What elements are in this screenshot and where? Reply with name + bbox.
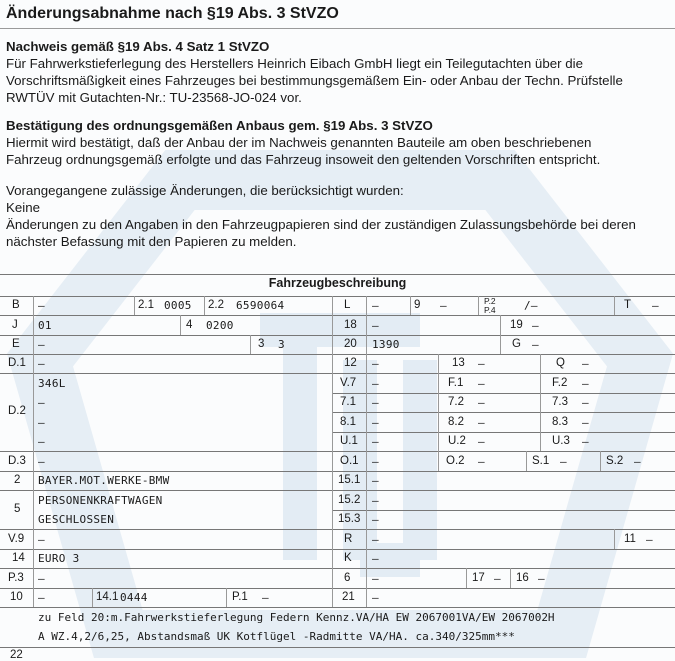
form-col-rule bbox=[226, 588, 227, 607]
form-col-rule bbox=[478, 296, 479, 315]
vehicle-description-title: Fahrzeugbeschreibung bbox=[268, 276, 407, 290]
prior-changes-label: Vorangegangene zulässige Änderungen, die berücksichtigt wurden: bbox=[6, 183, 404, 198]
field-F1-value: – bbox=[478, 377, 485, 390]
field-17-label: 17 bbox=[472, 572, 485, 584]
field-21-value: – bbox=[372, 591, 379, 604]
field-Q-label: Q bbox=[556, 357, 565, 369]
field-3-label: 3 bbox=[258, 338, 265, 350]
form-col-rule bbox=[180, 315, 181, 335]
field-T-value: – bbox=[652, 299, 659, 312]
field-11-value: – bbox=[646, 533, 653, 546]
field-18-value: – bbox=[372, 319, 379, 332]
field-J-label: J bbox=[12, 319, 18, 331]
form-col-rule bbox=[438, 354, 439, 471]
field-7-1-value: – bbox=[372, 396, 379, 409]
form-col-rule bbox=[134, 296, 135, 315]
field-L-value: – bbox=[372, 299, 379, 312]
field-19-label: 19 bbox=[510, 319, 523, 331]
field-R-value: – bbox=[372, 533, 379, 546]
field-D2-value: – bbox=[38, 396, 45, 409]
form-rule bbox=[332, 432, 675, 433]
field-K-label: K bbox=[344, 552, 352, 564]
form-col-rule bbox=[500, 335, 501, 354]
field-D1-value: – bbox=[38, 357, 45, 370]
field-V9-label: V.9 bbox=[8, 533, 25, 545]
form-col-rule bbox=[410, 296, 411, 315]
form-col-rule bbox=[366, 296, 367, 607]
form-rule bbox=[332, 412, 675, 413]
field-D2-label: D.2 bbox=[8, 405, 26, 417]
field-8-3-label: 8.3 bbox=[552, 416, 568, 428]
field-7-2-value: – bbox=[478, 396, 485, 409]
field-P2-label: P.2 bbox=[484, 296, 496, 306]
field-P3-value: – bbox=[38, 572, 45, 585]
field-L-label: L bbox=[344, 299, 351, 311]
remarks-line: zu Feld 20:m.Fahrwerkstieferlegung Federn Kennz.VA/HA EW 2067001VA/EW 2067002H bbox=[38, 611, 555, 624]
field-12-label: 12 bbox=[344, 357, 357, 369]
field-18-label: 18 bbox=[344, 319, 357, 331]
proof-line: Vorschriftsmäßigkeit eines Fahrzeuges bei bestimmungsgemäßem Ein- oder Anbau der Techn. Prüfstelle bbox=[6, 73, 623, 88]
field-4-value: 0200 bbox=[206, 319, 234, 332]
field-U2-label: U.2 bbox=[448, 435, 466, 447]
field-13-value: – bbox=[478, 357, 485, 370]
prior-changes-value: Keine bbox=[6, 200, 41, 215]
field-14-1-value: 0444 bbox=[120, 591, 148, 604]
field-E-label: E bbox=[12, 338, 20, 350]
field-8-1-label: 8.1 bbox=[340, 416, 356, 428]
field-R-label: R bbox=[344, 533, 353, 545]
form-rule bbox=[0, 529, 675, 530]
proof-line: Für Fahrwerkstieferlegung des Herstellers Heinrich Eibach GmbH liegt ein Teilegutachten über die bbox=[6, 56, 583, 71]
field-20-label: 20 bbox=[344, 338, 357, 350]
field-V7-label: V.7 bbox=[340, 377, 357, 389]
field-T-label: T bbox=[624, 299, 632, 311]
field-16-value: – bbox=[538, 572, 545, 585]
field-10-value: – bbox=[38, 591, 45, 604]
form-rule bbox=[0, 647, 675, 648]
field-D3-label: D.3 bbox=[8, 455, 26, 467]
field-F2-value: – bbox=[582, 377, 589, 390]
field-D3-value: – bbox=[38, 455, 45, 468]
field-7-3-value: – bbox=[582, 396, 589, 409]
field-2-2-label: 2.2 bbox=[208, 299, 224, 311]
field-15-2-value: – bbox=[372, 494, 379, 507]
field-20-value: 1390 bbox=[372, 338, 400, 351]
field-14-1-label: 14.1 bbox=[96, 591, 119, 603]
field-O2-value: – bbox=[478, 455, 485, 468]
form-rule bbox=[0, 549, 675, 550]
field-O1-value: – bbox=[372, 455, 379, 468]
field-G-label: G bbox=[512, 338, 521, 350]
field-15-2-label: 15.2 bbox=[338, 494, 361, 506]
field-13-label: 13 bbox=[452, 357, 465, 369]
field-15-3-value: – bbox=[372, 513, 379, 526]
field-19-value: – bbox=[532, 319, 539, 332]
field-17-value: – bbox=[494, 572, 501, 585]
field-4-label: 4 bbox=[186, 319, 193, 331]
field-U3-value: – bbox=[582, 435, 589, 448]
confirm-section bbox=[6, 117, 636, 250]
form-col-rule bbox=[540, 354, 541, 451]
notice-line: Änderungen zu den Angaben in den Fahrzeugpapieren sind der zuständigen Zulassungsbehörde bei deren bbox=[6, 217, 636, 232]
field-2-1-label: 2.1 bbox=[138, 299, 154, 311]
field-5-label: 5 bbox=[14, 503, 21, 515]
form-col-rule bbox=[510, 568, 511, 588]
field-6-label: 6 bbox=[344, 572, 351, 584]
form-rule bbox=[0, 373, 675, 374]
field-5-value: GESCHLOSSEN bbox=[38, 513, 115, 526]
field-D2-value: – bbox=[38, 416, 45, 429]
field-14-value: EURO 3 bbox=[38, 552, 80, 565]
field-22-label: 22 bbox=[10, 649, 23, 661]
field-P4-label: P.4 bbox=[484, 305, 496, 315]
remarks-line: A WZ.4,2/6,25, Abstandsmaß UK Kotflügel -Radmitte VA/HA. ca.340/325mm*** bbox=[38, 630, 515, 643]
field-D1-label: D.1 bbox=[8, 357, 26, 369]
field-16-label: 16 bbox=[516, 572, 529, 584]
form-col-rule bbox=[33, 296, 34, 607]
confirm-title: Bestätigung des ordnungsgemäßen Anbaus gem. §19 Abs. 3 StVZO bbox=[6, 118, 433, 133]
form-col-rule bbox=[614, 529, 615, 549]
form-col-rule bbox=[204, 296, 205, 315]
form-rule bbox=[332, 393, 675, 394]
field-S1-label: S.1 bbox=[532, 455, 550, 467]
field-U3-label: U.3 bbox=[552, 435, 570, 447]
field-7-2-label: 7.2 bbox=[448, 396, 464, 408]
field-6-value: – bbox=[372, 572, 379, 585]
field-5-value: PERSONENKRAFTWAGEN bbox=[38, 494, 163, 507]
field-P-value: /– bbox=[524, 299, 538, 312]
field-S1-value: – bbox=[560, 455, 567, 468]
field-D2-value: 346L bbox=[38, 377, 66, 390]
field-U1-value: – bbox=[372, 435, 379, 448]
field-15-1-value: – bbox=[372, 474, 379, 487]
confirm-line: Fahrzeug ordnungsgemäß erfolgte und das Fahrzeug insoweit den geltenden Vorschriften entspricht. bbox=[6, 152, 601, 167]
field-P1-label: P.1 bbox=[232, 591, 248, 603]
field-14-label: 14 bbox=[12, 552, 25, 564]
field-11-label: 11 bbox=[624, 533, 636, 545]
form-col-rule bbox=[466, 568, 467, 588]
field-8-2-label: 8.2 bbox=[448, 416, 464, 428]
field-21-label: 21 bbox=[342, 591, 355, 603]
field-8-3-value: – bbox=[582, 416, 589, 429]
form-col-rule bbox=[614, 296, 615, 315]
field-2-1-value: 0005 bbox=[164, 299, 192, 312]
proof-section bbox=[6, 38, 623, 106]
field-B-value: – bbox=[38, 299, 45, 312]
notice-line: nächster Befassung mit den Papieren zu melden. bbox=[6, 234, 297, 249]
field-O2-label: O.2 bbox=[446, 455, 465, 467]
field-U1-label: U.1 bbox=[340, 435, 358, 447]
proof-title: Nachweis gemäß §19 Abs. 4 Satz 1 StVZO bbox=[6, 39, 270, 54]
field-P3-label: P.3 bbox=[8, 572, 24, 584]
form-rule bbox=[0, 335, 675, 336]
field-K-value: – bbox=[372, 552, 379, 565]
field-9-value: – bbox=[440, 299, 447, 312]
field-3-value: 3 bbox=[278, 338, 285, 351]
form-col-rule bbox=[500, 315, 501, 335]
form-rule bbox=[0, 588, 675, 589]
confirm-line: Hiermit wird bestätigt, daß der Anbau der im Nachweis genannten Bauteile am oben beschriebenen bbox=[6, 135, 592, 150]
field-2-label: 2 bbox=[14, 474, 21, 486]
field-15-1-label: 15.1 bbox=[338, 474, 361, 486]
form-rule bbox=[0, 471, 675, 472]
field-J-value: 01 bbox=[38, 319, 52, 332]
field-8-1-value: – bbox=[372, 416, 379, 429]
field-2-value: BAYER.MOT.WERKE-BMW bbox=[38, 474, 170, 487]
page-title: Änderungsabnahme nach §19 Abs. 3 StVZO bbox=[6, 5, 339, 22]
form-col-rule bbox=[526, 451, 527, 471]
title-divider bbox=[0, 28, 675, 29]
field-V7-value: – bbox=[372, 377, 379, 390]
field-7-1-label: 7.1 bbox=[340, 396, 356, 408]
form-col-rule bbox=[332, 296, 333, 607]
field-E-value: – bbox=[38, 338, 45, 351]
field-15-3-label: 15.3 bbox=[338, 513, 361, 525]
field-F2-label: F.2 bbox=[552, 377, 568, 389]
field-12-value: – bbox=[372, 357, 379, 370]
field-9-label: 9 bbox=[414, 299, 421, 311]
field-2-2-value: 6590064 bbox=[236, 299, 285, 312]
field-7-3-label: 7.3 bbox=[552, 396, 568, 408]
form-rule bbox=[0, 490, 675, 491]
field-U2-value: – bbox=[478, 435, 485, 448]
proof-line: RWTÜV mit Gutachten-Nr.: TU-23568-JO-024 vor. bbox=[6, 90, 302, 105]
field-10-label: 10 bbox=[10, 591, 23, 603]
field-Q-value: – bbox=[582, 357, 589, 370]
form-rule bbox=[0, 354, 675, 355]
form-rule bbox=[0, 568, 675, 569]
field-D2-value: – bbox=[38, 435, 45, 448]
form-col-rule bbox=[92, 588, 93, 607]
field-V9-value: – bbox=[38, 533, 45, 546]
form-col-rule bbox=[250, 335, 251, 354]
field-G-value: – bbox=[532, 338, 539, 351]
field-F1-label: F.1 bbox=[448, 377, 464, 389]
field-S2-label: S.2 bbox=[606, 455, 624, 467]
form-rule bbox=[0, 315, 675, 316]
form-rule bbox=[0, 607, 675, 608]
form-rule bbox=[0, 296, 675, 297]
field-P1-value: – bbox=[262, 591, 269, 604]
form-rule bbox=[332, 510, 675, 511]
form-rule bbox=[0, 274, 675, 275]
field-S2-value: – bbox=[634, 455, 641, 468]
field-8-2-value: – bbox=[478, 416, 485, 429]
field-O1-label: O.1 bbox=[340, 455, 359, 467]
field-B-label: B bbox=[12, 299, 20, 311]
form-col-rule bbox=[600, 451, 601, 471]
form-rule bbox=[0, 451, 675, 452]
